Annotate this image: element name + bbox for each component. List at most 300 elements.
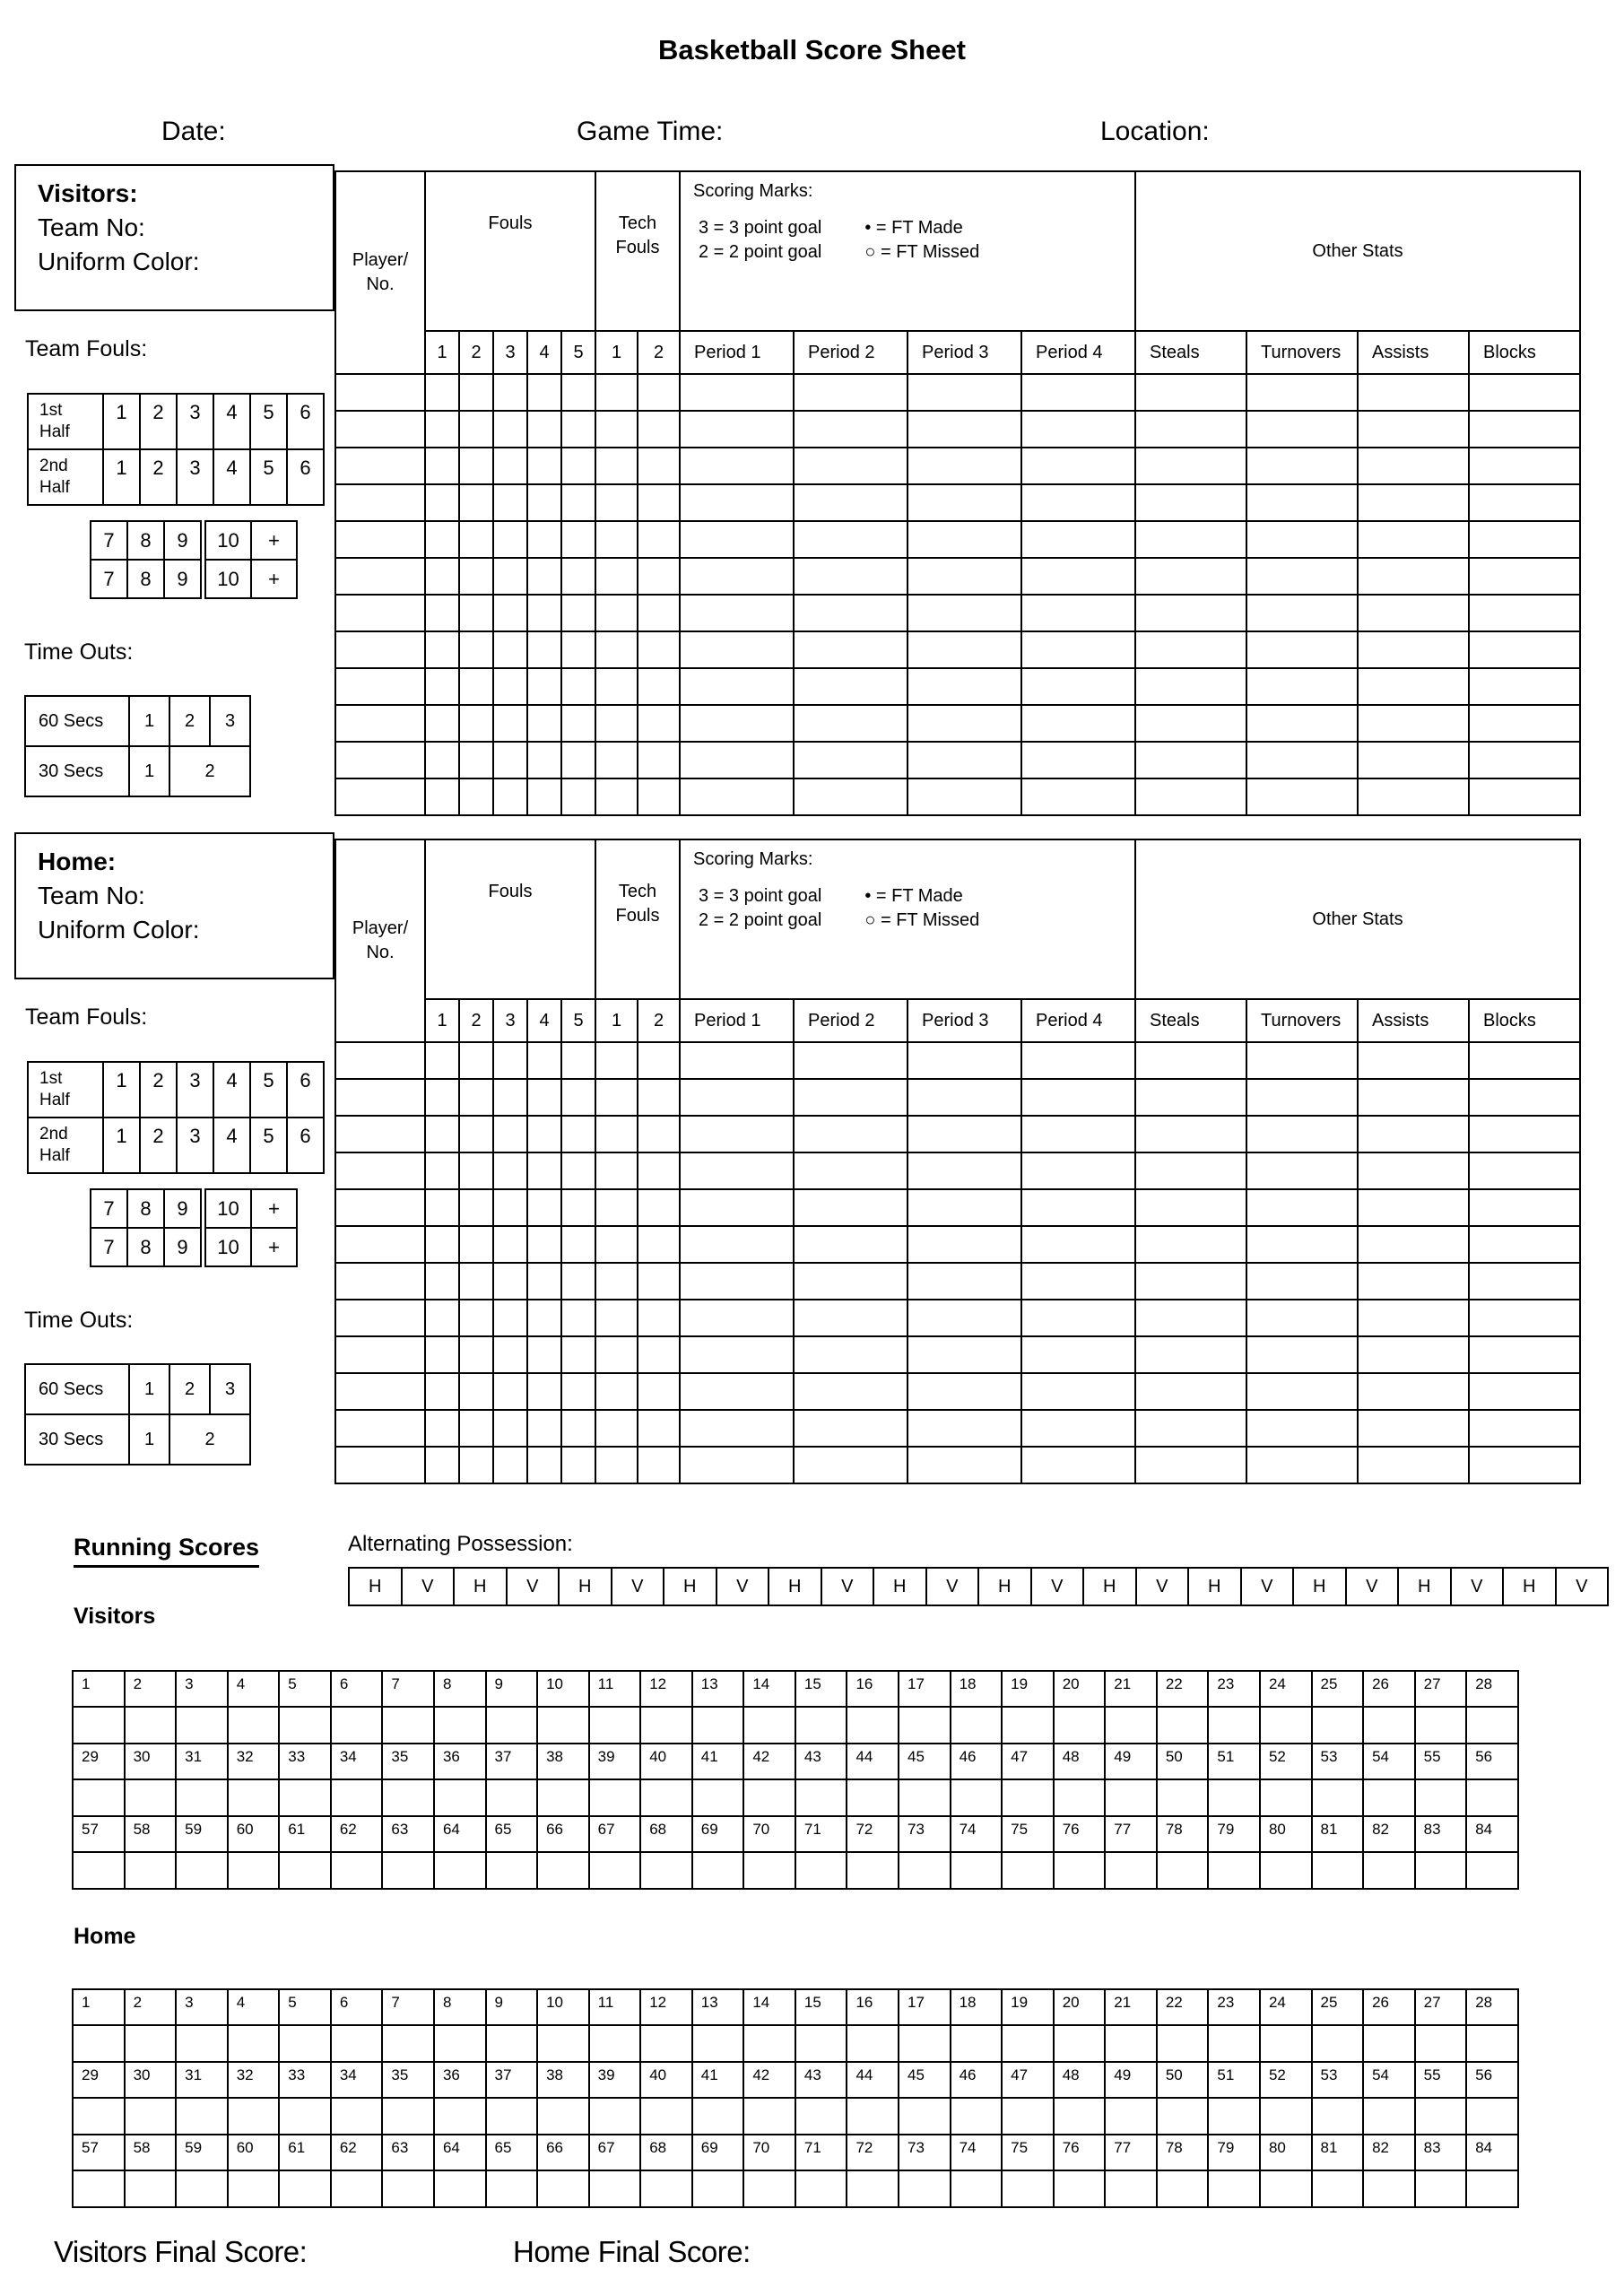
foul-cell [527,558,561,595]
foul-cell [493,558,527,595]
running-score-number: 55 [1415,2062,1467,2098]
running-score-cell [589,2170,641,2207]
foul-cell [425,374,459,411]
running-score-cell [692,1779,744,1816]
timeout-duration-label: 30 Secs [25,746,129,796]
running-score-number: 34 [331,2062,383,2098]
running-score-cell [1157,2170,1209,2207]
tech-foul-cell [638,1079,680,1116]
foul-cell [459,1189,493,1226]
foul-cell [493,1042,527,1079]
stat-cell [1135,778,1246,815]
alternating-possession-row [348,1567,1609,1606]
visitors-score-table [334,170,1581,816]
running-score-cell [640,1707,692,1744]
half-label: 2nd Half [28,1118,103,1173]
foul-cell [459,1042,493,1079]
running-score-cell [951,1779,1003,1816]
foul-cell [561,1336,595,1373]
foul-count-header: 4 [527,999,561,1042]
running-score-number: 41 [692,2062,744,2098]
foul-cell [459,1116,493,1152]
period-score-cell [794,1300,908,1336]
stat-cell [1246,1189,1358,1226]
running-score-cell [125,1779,177,1816]
running-score-number: 80 [1260,1816,1312,1852]
stat-cell [1135,631,1246,668]
period-score-cell [680,521,794,558]
foul-cell [561,1373,595,1410]
running-score-cell [1208,1707,1260,1744]
running-score-number: 36 [434,2062,486,2098]
running-score-number: 18 [951,1989,1003,2025]
timeout-cell: 1 [129,746,169,796]
possession-cell: H [559,1568,612,1605]
team-foul-cell: 6 [287,449,324,505]
running-score-number: 78 [1157,2135,1209,2170]
stat-cell [1135,1116,1246,1152]
foul-cell [425,1410,459,1447]
tech-foul-cell [595,1336,638,1373]
stat-cell [1246,1226,1358,1263]
foul-cell [459,1447,493,1483]
foul-cell [561,742,595,778]
running-score-number: 37 [486,2062,538,2098]
running-score-number: 46 [951,1744,1003,1779]
running-score-cell [331,2098,383,2135]
foul-cell [527,1410,561,1447]
stat-cell [1135,595,1246,631]
timeout-cell: 1 [129,1414,169,1465]
timeout-row [25,696,250,746]
visitors-team-box [14,164,334,311]
period-score-cell [680,448,794,484]
running-score-cell [1208,1779,1260,1816]
running-score-cell [125,2170,177,2207]
period-score-cell [1021,558,1135,595]
period-score-cell [794,1079,908,1116]
stat-cell [1469,1152,1580,1189]
period-score-cell [1021,374,1135,411]
tech-foul-cell [638,1410,680,1447]
running-score-cell [537,1852,589,1889]
team-foul-cell: 7 [91,1189,127,1228]
tech-foul-cell [595,411,638,448]
possession-cell: H [1083,1568,1136,1605]
running-score-cell [228,2025,280,2062]
running-score-cell [279,2170,331,2207]
tech-foul-cell [638,448,680,484]
running-score-cell [1312,2025,1364,2062]
tech-foul-cell [595,1189,638,1226]
running-score-cell [899,2025,951,2062]
running-score-number: 26 [1363,1671,1415,1707]
running-score-number: 74 [951,1816,1003,1852]
tech-count-header: 2 [638,999,680,1042]
period-score-cell [1021,1042,1135,1079]
player-row [335,778,1580,815]
period-score-cell [908,1373,1021,1410]
running-score-cell [382,2098,434,2135]
running-score-cell [847,2170,899,2207]
foul-cell [527,1042,561,1079]
team-foul-cell: 2 [140,1118,177,1173]
running-score-number: 69 [692,2135,744,2170]
player-row [335,1447,1580,1483]
running-score-cell [640,2170,692,2207]
running-score-number: 42 [743,1744,795,1779]
tech-foul-cell [595,595,638,631]
foul-cell [459,558,493,595]
foul-cell [527,374,561,411]
period-score-cell [1021,1189,1135,1226]
running-score-number: 50 [1157,2062,1209,2098]
time-outs-label: Time Outs: [24,639,134,665]
running-score-cell [899,2170,951,2207]
team-foul-cell: 2 [140,449,177,505]
running-score-cell [640,2098,692,2135]
foul-cell [561,705,595,742]
team-foul-cell: 4 [213,1062,250,1118]
period-score-cell [794,558,908,595]
running-score-number: 75 [1002,1816,1054,1852]
tech-foul-cell [638,521,680,558]
foul-cell [561,1300,595,1336]
running-score-cell [847,2098,899,2135]
foul-cell [493,631,527,668]
running-score-number: 38 [537,1744,589,1779]
foul-cell [459,521,493,558]
foul-count-header: 2 [459,999,493,1042]
running-score-cell [486,2098,538,2135]
running-score-cell [176,1779,228,1816]
running-score-cell [125,1852,177,1889]
running-score-cell [1466,2170,1518,2207]
running-score-number: 32 [228,2062,280,2098]
scoring-marks-title: Scoring Marks: [693,849,813,869]
period-score-cell [908,1300,1021,1336]
running-score-number: 20 [1054,1671,1106,1707]
period-score-cell [794,1042,908,1079]
other-stats-header: Other Stats [1135,171,1580,331]
tech-foul-cell [595,668,638,705]
possession-cell: V [402,1568,455,1605]
running-score-number: 18 [951,1671,1003,1707]
period-score-cell [908,1336,1021,1373]
stat-cell [1469,1263,1580,1300]
foul-cell [527,521,561,558]
running-score-cell [228,1707,280,1744]
tech-fouls-header: Tech Fouls [595,171,680,331]
running-score-cell [692,2098,744,2135]
uniform-color-label: Uniform Color: [38,916,200,944]
stat-header: Assists [1358,331,1469,374]
period-score-cell [908,1152,1021,1189]
stat-cell [1358,742,1469,778]
tech-foul-cell [595,484,638,521]
running-score-number: 28 [1466,1671,1518,1707]
running-score-number: 71 [795,2135,847,2170]
stat-header: Turnovers [1246,999,1358,1042]
team-foul-cell: 9 [164,560,201,598]
stat-cell [1469,1226,1580,1263]
running-score-cell [486,2025,538,2062]
stat-cell [1246,631,1358,668]
running-score-cell [1208,2170,1260,2207]
running-score-number: 78 [1157,1816,1209,1852]
team-foul-cell: 1 [103,394,140,449]
timeout-cell: 2 [169,1414,250,1465]
running-score-number: 77 [1105,1816,1157,1852]
running-score-cell [951,2170,1003,2207]
foul-cell [459,484,493,521]
running-score-cell [382,2170,434,2207]
running-score-cell [73,2098,125,2135]
period-score-cell [908,1226,1021,1263]
period-score-cell [908,411,1021,448]
foul-cell [561,1152,595,1189]
tech-foul-cell [595,631,638,668]
player-row [335,1079,1580,1116]
foul-cell [425,631,459,668]
stat-cell [1358,484,1469,521]
period-score-cell [794,1447,908,1483]
running-score-number: 2 [125,1671,177,1707]
running-score-number: 46 [951,2062,1003,2098]
running-score-number: 76 [1054,1816,1106,1852]
team-fouls-row [28,1118,324,1173]
team-fouls-ten-plus-row [205,521,297,560]
stat-cell [1135,484,1246,521]
running-score-cell [73,1707,125,1744]
running-score-number: 29 [73,1744,125,1779]
possession-cell: H [1293,1568,1346,1605]
running-score-cell [1363,1707,1415,1744]
running-score-number: 82 [1363,2135,1415,2170]
running-score-number: 76 [1054,2135,1106,2170]
foul-cell [493,1226,527,1263]
running-score-cell [1157,2025,1209,2062]
running-score-cell [692,2025,744,2062]
running-score-number: 37 [486,1744,538,1779]
home-final-score-label: Home Final Score: [513,2235,751,2268]
stat-cell [1469,411,1580,448]
running-score-cell [1105,1779,1157,1816]
running-score-cell [1363,2025,1415,2062]
running-score-cell [176,1852,228,1889]
running-score-number: 61 [279,1816,331,1852]
tech-foul-cell [638,595,680,631]
running-score-cell [434,2025,486,2062]
running-score-cell [899,2098,951,2135]
period-score-cell [680,595,794,631]
period-score-cell [908,1079,1021,1116]
period-score-cell [794,668,908,705]
stat-cell [1469,1447,1580,1483]
period-score-cell [908,448,1021,484]
period-score-cell [680,742,794,778]
running-score-number: 19 [1002,1671,1054,1707]
running-score-number: 6 [331,1989,383,2025]
possession-cell: H [664,1568,716,1605]
possession-cell: V [507,1568,560,1605]
running-score-number: 81 [1312,2135,1364,2170]
period-score-cell [794,1263,908,1300]
possession-cell: V [716,1568,769,1605]
scoring-marks-legend [680,839,1135,999]
running-score-cell [537,2025,589,2062]
team-fouls-row [28,1062,324,1118]
running-score-cell [125,1707,177,1744]
foul-cell [493,1300,527,1336]
team-foul-cell: 10 [205,1228,251,1266]
running-score-number: 22 [1157,1989,1209,2025]
stat-cell [1358,558,1469,595]
player-row [335,1336,1580,1373]
foul-count-header: 5 [561,331,595,374]
tech-foul-cell [638,631,680,668]
scoring-marks-ft-lines: • = FT Made ○ = FT Missed [864,218,980,262]
running-score-number: 41 [692,1744,744,1779]
possession-row [349,1568,1608,1605]
running-score-cell [1105,1707,1157,1744]
possession-cell: H [978,1568,1031,1605]
foul-cell [493,1189,527,1226]
running-score-number: 16 [847,1989,899,2025]
running-score-cell [692,1707,744,1744]
timeout-cell: 2 [169,696,210,746]
running-score-number: 49 [1105,1744,1157,1779]
foul-cell [493,1373,527,1410]
player-number-cell [335,1410,425,1447]
running-score-number: 47 [1002,2062,1054,2098]
period-score-cell [1021,1336,1135,1373]
foul-cell [561,778,595,815]
team-foul-cell: 4 [213,449,250,505]
running-score-cell [1054,2025,1106,2062]
running-score-cell [1002,2170,1054,2207]
running-score-cell [434,2170,486,2207]
period-header: Period 4 [1021,999,1135,1042]
running-score-cell [1260,1852,1312,1889]
stat-cell [1135,742,1246,778]
player-number-cell [335,1373,425,1410]
period-score-cell [794,742,908,778]
foul-cell [561,631,595,668]
tech-foul-cell [638,1226,680,1263]
half-label: 2nd Half [28,449,103,505]
team-foul-cell: 1 [103,1118,140,1173]
scoring-marks-legend [680,171,1135,331]
foul-cell [459,411,493,448]
running-score-number: 43 [795,2062,847,2098]
running-score-cell [847,1707,899,1744]
player-number-cell [335,374,425,411]
stat-cell [1135,1410,1246,1447]
running-score-number: 1 [73,1989,125,2025]
running-score-cell [228,2170,280,2207]
stat-cell [1358,1226,1469,1263]
running-score-cell [899,1707,951,1744]
possession-cell: V [821,1568,874,1605]
running-score-cell [1415,2025,1467,2062]
period-score-cell [794,1226,908,1263]
running-scores-visitors-label: Visitors [74,1604,156,1629]
foul-cell [527,1447,561,1483]
foul-cell [425,595,459,631]
team-foul-cell: 5 [250,1118,287,1173]
running-score-number: 45 [899,2062,951,2098]
team-foul-cell: 9 [164,1189,201,1228]
running-score-number: 84 [1466,2135,1518,2170]
running-score-cell [795,2098,847,2135]
period-score-cell [794,448,908,484]
period-score-cell [794,374,908,411]
foul-cell [493,742,527,778]
running-score-cell [176,2170,228,2207]
running-score-number: 9 [486,1671,538,1707]
running-score-cell [1157,2098,1209,2135]
stat-header: Steals [1135,331,1246,374]
running-score-cell [640,1852,692,1889]
period-score-cell [680,1152,794,1189]
running-score-cell [847,2025,899,2062]
running-score-number: 81 [1312,1816,1364,1852]
running-score-cell [951,1852,1003,1889]
running-score-number: 72 [847,1816,899,1852]
period-score-cell [794,484,908,521]
period-score-cell [794,1336,908,1373]
running-score-cell [1312,1852,1364,1889]
possession-cell: H [349,1568,402,1605]
stat-cell [1469,668,1580,705]
running-score-number: 4 [228,1671,280,1707]
running-score-number: 13 [692,1671,744,1707]
player-number-cell [335,595,425,631]
home-score-table-holder [334,839,1581,1484]
foul-cell [459,705,493,742]
foul-cell [493,778,527,815]
running-score-cell [537,2170,589,2207]
player-number-cell [335,1226,425,1263]
foul-count-header: 3 [493,331,527,374]
foul-cell [527,1079,561,1116]
foul-cell [425,705,459,742]
timeout-row [25,1414,250,1465]
team-fouls-row [28,449,324,505]
possession-cell: V [926,1568,979,1605]
stat-cell [1246,1336,1358,1373]
running-score-cell [795,1852,847,1889]
other-stats-header: Other Stats [1135,839,1580,999]
running-score-cell [331,2025,383,2062]
tech-foul-cell [638,1116,680,1152]
foul-cell [561,374,595,411]
running-score-cell [1002,1707,1054,1744]
running-score-cell [1208,1852,1260,1889]
foul-cell [527,668,561,705]
running-score-cell [1415,1852,1467,1889]
tech-foul-cell [638,411,680,448]
running-score-number: 30 [125,1744,177,1779]
stat-cell [1469,484,1580,521]
period-score-cell [908,558,1021,595]
foul-cell [561,1263,595,1300]
tech-foul-cell [595,1300,638,1336]
tech-foul-cell [595,1447,638,1483]
running-score-number: 39 [589,1744,641,1779]
foul-cell [561,1042,595,1079]
